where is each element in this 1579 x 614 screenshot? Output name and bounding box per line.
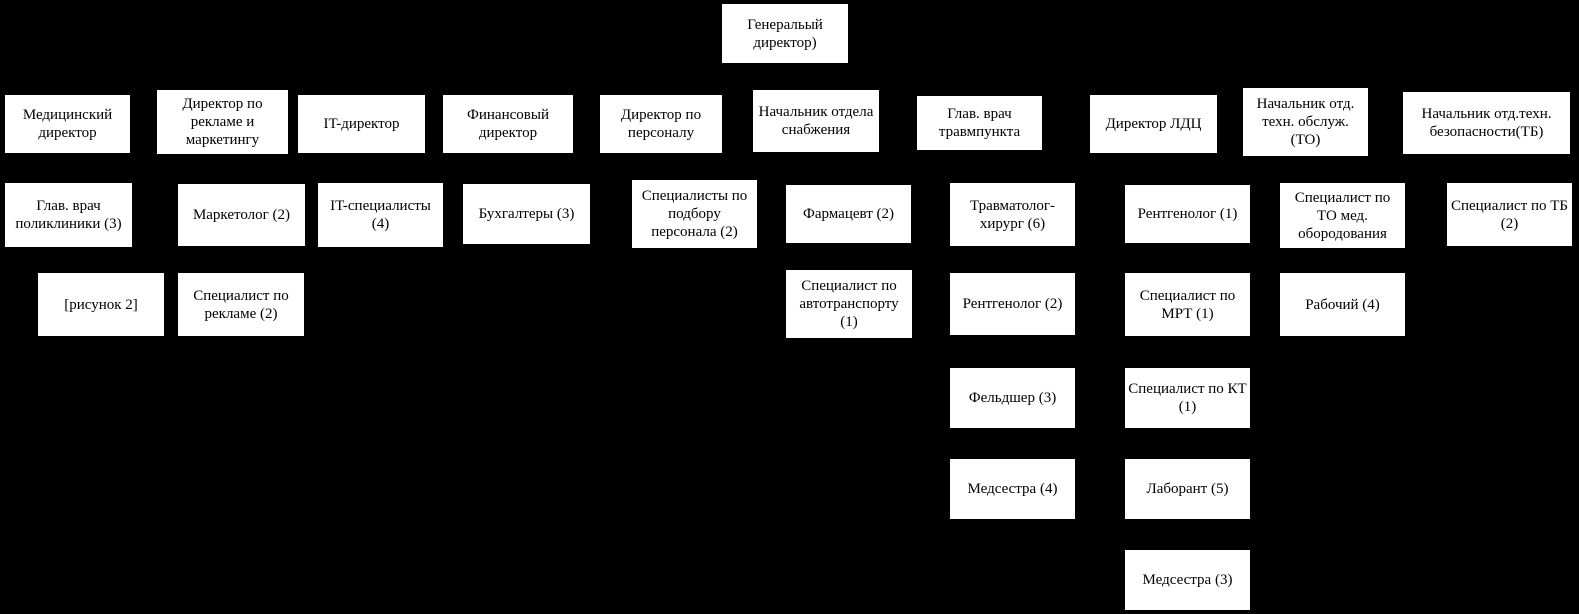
org-node-radiologist-1: Рентгенолог (1) xyxy=(1125,185,1250,243)
org-node-tech-service-department-head: Начальник отд. техн. обслуж. (ТО) xyxy=(1243,88,1368,156)
org-node-financial-director: Финансовый директор xyxy=(443,95,573,153)
org-node-nurse-4: Медсестра (4) xyxy=(950,459,1075,519)
org-node-tech-safety-department-head: Начальник отд.техн. безопасности(ТБ) xyxy=(1403,92,1570,154)
org-node-radiologist-2: Рентгенолог (2) xyxy=(950,273,1075,335)
org-node-recruitment-specialists: Специалисты по подбору персонала (2) xyxy=(632,180,757,248)
org-node-polyclinic-chief-doctor: Глав. врач поликлиники (3) xyxy=(5,183,132,247)
org-node-nurse-3: Медсестра (3) xyxy=(1125,550,1250,610)
org-node-accountants: Бухгалтеры (3) xyxy=(463,184,590,244)
org-node-trauma-center-chief-doctor: Глав. врач травмпункта xyxy=(917,96,1042,150)
org-node-advertising-specialist: Специалист по рекламе (2) xyxy=(178,273,304,336)
org-node-equipment-maintenance-specialist: Специалист по ТО мед. обородования xyxy=(1280,183,1405,248)
org-node-paramedic: Фельдшер (3) xyxy=(950,368,1075,428)
org-node-medical-director: Медицинский директор xyxy=(5,95,130,153)
org-node-marketer: Маркетолог (2) xyxy=(178,184,305,246)
org-node-supply-department-head: Начальник отдела снабжения xyxy=(753,90,879,152)
org-node-ldc-director: Директор ЛДЦ xyxy=(1090,95,1217,153)
org-node-trauma-surgeon: Травматолог-хирург (6) xyxy=(950,183,1075,246)
org-node-general-director: Генеральый директор) xyxy=(722,4,848,63)
org-node-hr-director: Директор по персоналу xyxy=(600,95,722,153)
org-node-pharmacist: Фармацевт (2) xyxy=(786,185,911,243)
org-node-it-specialists: IT-специалисты (4) xyxy=(318,183,443,247)
org-node-figure-2-placeholder: [рисунок 2] xyxy=(38,273,164,336)
org-node-worker: Рабочий (4) xyxy=(1280,273,1405,336)
org-node-transport-specialist: Специалист по автотранспорту (1) xyxy=(786,270,912,338)
org-node-ct-specialist: Специалист по КТ (1) xyxy=(1125,368,1250,428)
org-node-it-director: IT-директор xyxy=(298,95,425,153)
org-node-advertising-marketing-director: Директор по рекламе и маркетингу xyxy=(157,90,288,154)
org-node-safety-specialist: Специалист по ТБ (2) xyxy=(1447,183,1572,246)
org-node-lab-technician: Лаборант (5) xyxy=(1125,459,1250,519)
org-node-mri-specialist: Специалист по МРТ (1) xyxy=(1125,273,1250,336)
